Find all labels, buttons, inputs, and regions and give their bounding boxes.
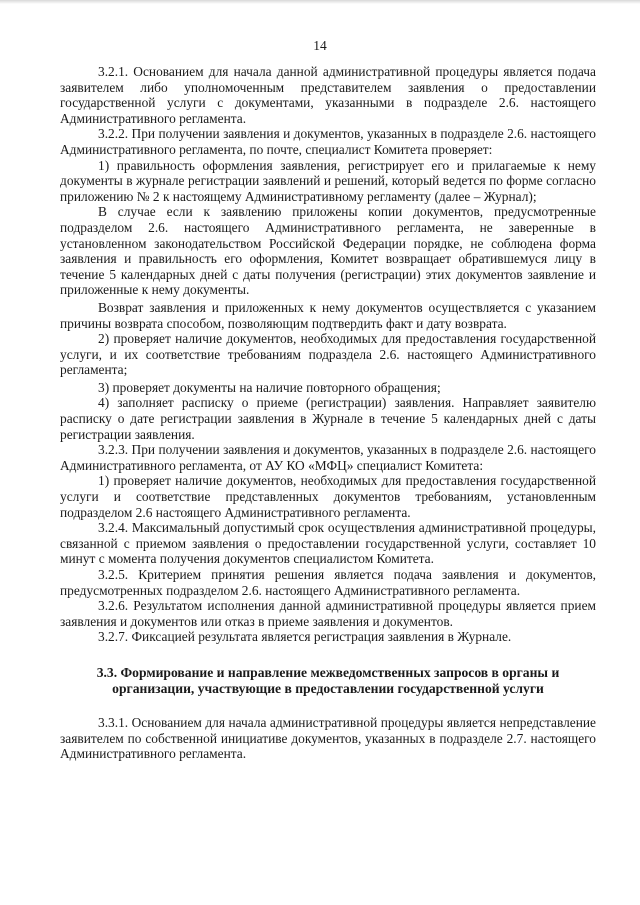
list-item-2: 2) проверяет наличие документов, необходимых для предоставления государственной услуги, и их соответствие требованиям подраздела 2.6. настоящего Административного регламента; <box>60 331 596 378</box>
paragraph-return-documents: Возврат заявления и приложенных к нему документов осуществляется с указанием причины возврата способом, позволяющим подтвердить факт и дату возврата. <box>60 299 596 331</box>
section-heading-3-3: 3.3. Формирование и направление межведомственных запросов в органы и организации, участвующие в предоставлении государственной услуги <box>96 664 560 696</box>
paragraph-3-3-1: 3.3.1. Основанием для начала административной процедуры является непредставление заявителем по собственной инициативе документов, указанных в подразделе 2.7. настоящего Административного регламента. <box>60 714 596 762</box>
list-item-1: 1) правильность оформления заявления, регистрирует его и прилагаемые к нему документы в журнале регистрации заявлений и решений, который ведется по форме согласно приложению № 2 к настоящему Административному регламенту (далее – Журнал); <box>60 157 596 204</box>
paragraph-3-2-6: 3.2.6. Результатом исполнения данной административной процедуры является прием заявления и документов или отказ в приеме заявления и документов. <box>60 598 596 629</box>
page-number: 14 <box>313 38 327 53</box>
list-item-3: 3) проверяет документы на наличие повторного обращения; <box>98 379 441 395</box>
document-body <box>60 64 596 762</box>
paragraph-3-2-5: 3.2.5. Критерием принятия решения является подача заявления и документов, предусмотренных подразделом 2.6. настоящего Административного регламента. <box>60 567 596 598</box>
list-item-1-mfc: 1) проверяет наличие документов, необходимых для предоставления государственной услуги и соответствие представленных документов требованиям, установленным подразделом 2.6 настоящего Административного регламента. <box>60 473 596 520</box>
paragraph-copies-returned: В случае если к заявлению приложены копии документов, предусмотренные подразделом 2.6. настоящего Административного регламента, не заверенные в установленном законодательством Российской Федерации порядке, не соблюдена форма заявления и правильность его оформления, Комитет возвращает обратившемуся лицу в течение 5 календарных дней с даты получения (регистрации) этих документов заявление и приложенные к нему документы. <box>60 204 596 298</box>
paragraph-3-2-3: 3.2.3. При получении заявления и документов, указанных в подразделе 2.6. настоящего Административного регламента, от АУ КО «МФЦ» специалист Комитета: <box>60 442 596 473</box>
paragraph-3-2-2: 3.2.2. При получении заявления и документов, указанных в подразделе 2.6. настоящего Административного регламента, по почте, специалист Комитета проверяет: <box>60 126 596 157</box>
scan-top-edge <box>0 0 640 4</box>
list-item-4: 4) заполняет расписку о приеме (регистрации) заявления. Направляет заявителю расписку о дате регистрации заявления в Журнале в течение 5 календарных дней с даты регистрации заявления. <box>60 395 596 442</box>
paragraph-3-2-1: 3.2.1. Основанием для начала данной административной процедуры является подача заявителем либо уполномоченным представителем заявления о предоставлении государственной услуги с документами, указанными в подразделе 2.6. настоящего Административного регламента. <box>60 64 596 126</box>
paragraph-3-2-4: 3.2.4. Максимальный допустимый срок осуществления административной процедуры, связанной с приемом заявления о предоставлении государственной услуги, составляет 10 минут с момента получения документов специалистом Комитета. <box>60 520 596 567</box>
paragraph-3-2-7: 3.2.7. Фиксацией результата является регистрация заявления в Журнале. <box>98 629 512 645</box>
